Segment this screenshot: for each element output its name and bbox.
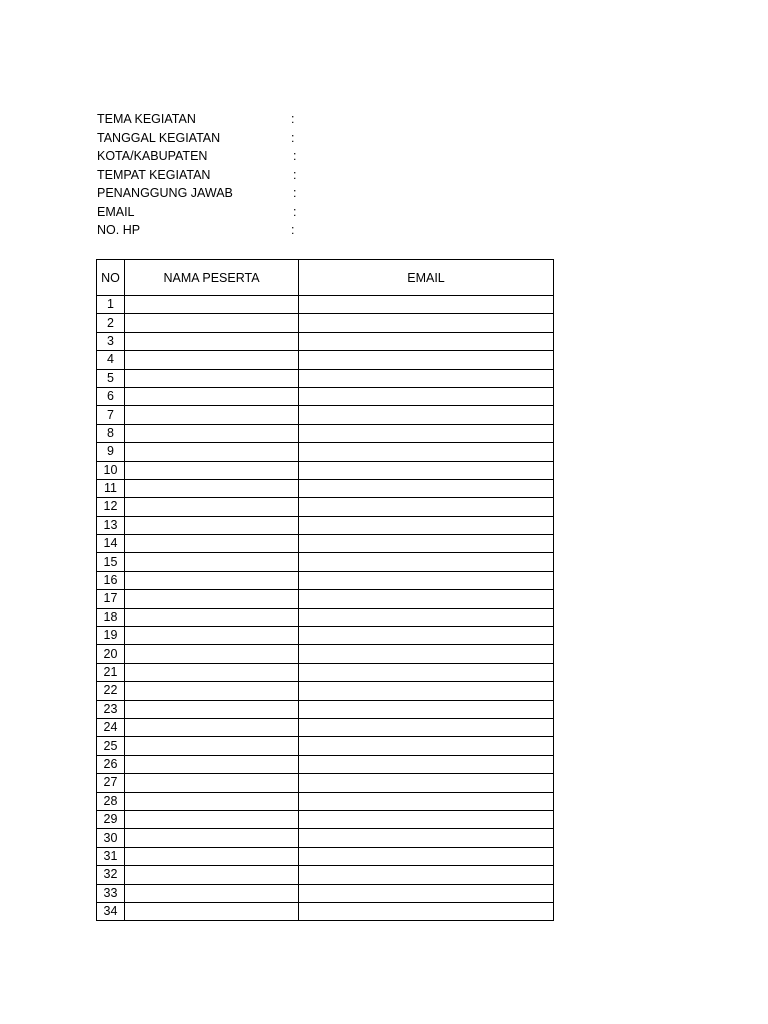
table-row — [97, 571, 554, 589]
cell-no: 18 — [97, 608, 125, 626]
cell-no: 32 — [97, 866, 125, 884]
info-label: TEMPAT KEGIATAN — [97, 167, 211, 182]
table-row — [97, 461, 554, 479]
cell-nama-peserta[interactable] — [125, 461, 299, 479]
cell-no: 16 — [97, 571, 125, 589]
cell-email[interactable] — [299, 682, 554, 700]
cell-email[interactable] — [299, 645, 554, 663]
cell-nama-peserta[interactable] — [125, 866, 299, 884]
table-row — [97, 608, 554, 626]
cell-no: 31 — [97, 847, 125, 865]
cell-no: 19 — [97, 627, 125, 645]
cell-nama-peserta[interactable] — [125, 406, 299, 424]
cell-email[interactable] — [299, 351, 554, 369]
cell-no: 34 — [97, 902, 125, 920]
cell-nama-peserta[interactable] — [125, 369, 299, 387]
cell-nama-peserta[interactable] — [125, 479, 299, 497]
table-row — [97, 590, 554, 608]
table-row — [97, 498, 554, 516]
cell-no: 21 — [97, 663, 125, 681]
table-row — [97, 866, 554, 884]
cell-no: 17 — [97, 590, 125, 608]
info-row-tanggal-kegiatan — [97, 129, 357, 148]
cell-no: 2 — [97, 314, 125, 332]
cell-email[interactable] — [299, 866, 554, 884]
cell-email[interactable] — [299, 479, 554, 497]
cell-nama-peserta[interactable] — [125, 498, 299, 516]
cell-email[interactable] — [299, 314, 554, 332]
cell-email[interactable] — [299, 737, 554, 755]
info-label: PENANGGUNG JAWAB — [97, 186, 233, 200]
table-row — [97, 884, 554, 902]
table-row — [97, 369, 554, 387]
table-row — [97, 700, 554, 718]
cell-nama-peserta[interactable] — [125, 535, 299, 553]
cell-nama-peserta[interactable] — [125, 443, 299, 461]
info-label: EMAIL — [97, 204, 135, 219]
cell-nama-peserta[interactable] — [125, 516, 299, 534]
info-row-penanggung-jawab — [97, 184, 357, 203]
cell-email[interactable] — [299, 424, 554, 442]
cell-nama-peserta[interactable] — [125, 645, 299, 663]
table-row — [97, 424, 554, 442]
cell-no: 24 — [97, 718, 125, 736]
cell-email[interactable] — [299, 332, 554, 350]
cell-no: 7 — [97, 406, 125, 424]
table-row — [97, 443, 554, 461]
cell-email[interactable] — [299, 498, 554, 516]
info-label: KOTA/KABUPATEN — [97, 149, 208, 163]
table-row — [97, 718, 554, 736]
cell-email[interactable] — [299, 810, 554, 828]
cell-email[interactable] — [299, 902, 554, 920]
table-row — [97, 682, 554, 700]
info-colon: : — [293, 167, 297, 182]
event-info-block — [97, 110, 357, 240]
cell-email[interactable] — [299, 443, 554, 461]
cell-nama-peserta[interactable] — [125, 884, 299, 902]
info-row-tempat-kegiatan — [97, 166, 357, 185]
table-row — [97, 479, 554, 497]
table-row — [97, 314, 554, 332]
cell-no: 1 — [97, 296, 125, 314]
cell-email[interactable] — [299, 608, 554, 626]
cell-nama-peserta[interactable] — [125, 314, 299, 332]
table-row — [97, 535, 554, 553]
cell-no: 15 — [97, 553, 125, 571]
cell-nama-peserta[interactable] — [125, 737, 299, 755]
cell-nama-peserta[interactable] — [125, 718, 299, 736]
info-colon: : — [291, 130, 295, 145]
cell-nama-peserta[interactable] — [125, 829, 299, 847]
info-colon: : — [291, 112, 295, 126]
cell-nama-peserta[interactable] — [125, 792, 299, 810]
info-colon: : — [293, 149, 297, 163]
table-row — [97, 351, 554, 369]
cell-no: 14 — [97, 535, 125, 553]
cell-email[interactable] — [299, 755, 554, 773]
cell-no: 23 — [97, 700, 125, 718]
cell-nama-peserta[interactable] — [125, 387, 299, 405]
cell-nama-peserta[interactable] — [125, 296, 299, 314]
table-row — [97, 792, 554, 810]
cell-nama-peserta[interactable] — [125, 553, 299, 571]
cell-no: 9 — [97, 443, 125, 461]
cell-no: 33 — [97, 884, 125, 902]
table-row — [97, 663, 554, 681]
table-row — [97, 332, 554, 350]
cell-nama-peserta[interactable] — [125, 571, 299, 589]
info-label: TEMA KEGIATAN — [97, 112, 196, 126]
cell-no: 3 — [97, 332, 125, 350]
cell-email[interactable] — [299, 406, 554, 424]
cell-email[interactable] — [299, 571, 554, 589]
cell-no: 10 — [97, 461, 125, 479]
cell-nama-peserta[interactable] — [125, 810, 299, 828]
cell-nama-peserta[interactable] — [125, 755, 299, 773]
cell-email[interactable] — [299, 535, 554, 553]
cell-no: 29 — [97, 810, 125, 828]
table-row — [97, 406, 554, 424]
cell-no: 12 — [97, 498, 125, 516]
cell-no: 28 — [97, 792, 125, 810]
table-row — [97, 553, 554, 571]
cell-nama-peserta[interactable] — [125, 663, 299, 681]
cell-email[interactable] — [299, 553, 554, 571]
cell-email[interactable] — [299, 774, 554, 792]
table-row — [97, 387, 554, 405]
table-row — [97, 774, 554, 792]
table-row — [97, 829, 554, 847]
info-label: NO. HP — [97, 223, 141, 237]
cell-nama-peserta[interactable] — [125, 424, 299, 442]
table-header-row — [97, 260, 554, 296]
cell-email[interactable] — [299, 884, 554, 902]
cell-email[interactable] — [299, 700, 554, 718]
table-row — [97, 645, 554, 663]
cell-nama-peserta[interactable] — [125, 332, 299, 350]
table-row — [97, 516, 554, 534]
cell-no: 11 — [97, 479, 125, 497]
info-row-tema-kegiatan — [97, 110, 357, 129]
cell-email[interactable] — [299, 718, 554, 736]
header-email: EMAIL — [299, 260, 554, 296]
cell-nama-peserta[interactable] — [125, 590, 299, 608]
cell-nama-peserta[interactable] — [125, 608, 299, 626]
info-row-email — [97, 203, 357, 222]
cell-nama-peserta[interactable] — [125, 774, 299, 792]
table-row — [97, 810, 554, 828]
info-colon: : — [291, 223, 295, 237]
table-row — [97, 296, 554, 314]
cell-email[interactable] — [299, 296, 554, 314]
cell-no: 22 — [97, 682, 125, 700]
cell-no: 27 — [97, 774, 125, 792]
table-row — [97, 847, 554, 865]
cell-email[interactable] — [299, 847, 554, 865]
cell-email[interactable] — [299, 663, 554, 681]
cell-no: 13 — [97, 516, 125, 534]
cell-no: 25 — [97, 737, 125, 755]
table-row — [97, 755, 554, 773]
cell-no: 30 — [97, 829, 125, 847]
cell-no: 8 — [97, 424, 125, 442]
cell-nama-peserta[interactable] — [125, 351, 299, 369]
cell-email[interactable] — [299, 461, 554, 479]
cell-email[interactable] — [299, 516, 554, 534]
table-row — [97, 737, 554, 755]
header-nama-peserta: NAMA PESERTA — [125, 260, 299, 296]
info-row-kota-kabupaten — [97, 147, 357, 166]
cell-email[interactable] — [299, 369, 554, 387]
cell-no: 4 — [97, 351, 125, 369]
table-body — [97, 296, 554, 921]
cell-nama-peserta[interactable] — [125, 682, 299, 700]
cell-no: 20 — [97, 645, 125, 663]
cell-email[interactable] — [299, 590, 554, 608]
info-row-no-hp — [97, 221, 357, 240]
table-row — [97, 627, 554, 645]
cell-email[interactable] — [299, 627, 554, 645]
cell-no: 26 — [97, 755, 125, 773]
table-row — [97, 902, 554, 920]
cell-nama-peserta[interactable] — [125, 847, 299, 865]
cell-nama-peserta[interactable] — [125, 627, 299, 645]
attendance-table — [96, 259, 554, 921]
info-colon: : — [293, 204, 297, 219]
info-label: TANGGAL KEGIATAN — [97, 130, 221, 145]
cell-nama-peserta[interactable] — [125, 700, 299, 718]
cell-email[interactable] — [299, 792, 554, 810]
cell-no: 6 — [97, 387, 125, 405]
cell-email[interactable] — [299, 387, 554, 405]
header-no: NO — [97, 260, 125, 296]
cell-email[interactable] — [299, 829, 554, 847]
cell-nama-peserta[interactable] — [125, 902, 299, 920]
info-colon: : — [293, 186, 297, 200]
cell-no: 5 — [97, 369, 125, 387]
